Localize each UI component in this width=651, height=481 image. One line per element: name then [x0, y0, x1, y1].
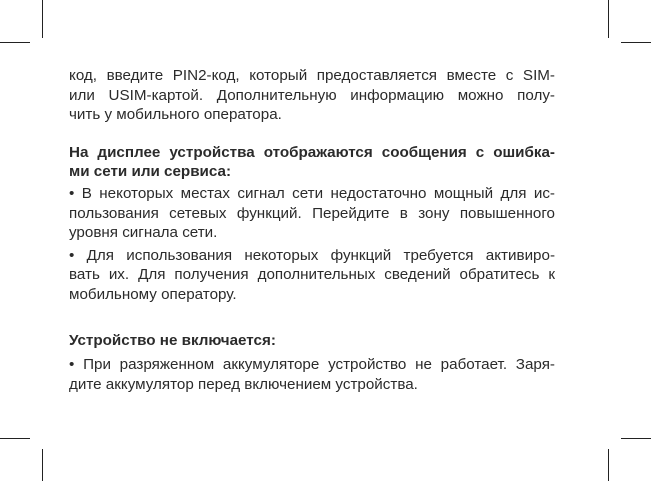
- crop-mark-bottom-right-horizontal: [621, 438, 651, 439]
- text-line: • Для использования некоторых функций требуется активиро-: [69, 246, 555, 264]
- text-line: вать их. Для получения дополнительных сведений обратитесь к: [69, 266, 555, 284]
- crop-mark-top-left-horizontal: [0, 42, 30, 43]
- crop-mark-bottom-right-vertical: [608, 449, 609, 481]
- text-line: уровня сигнала сети.: [69, 224, 218, 242]
- document-page: [69, 66, 555, 394]
- crop-mark-bottom-left-vertical: [42, 449, 43, 481]
- section-heading-network-errors: [69, 143, 555, 182]
- crop-mark-bottom-left-horizontal: [0, 438, 30, 439]
- intro-paragraph: [69, 66, 555, 125]
- text-line: дите аккумулятор перед включением устройства.: [69, 375, 418, 393]
- crop-mark-top-right-horizontal: [621, 42, 651, 43]
- text-line: код, введите PIN2-код, который предоставляется вместе с SIM-: [69, 67, 555, 84]
- text-line: чить у мобильного оператора.: [69, 106, 282, 124]
- crop-mark-top-right-vertical: [608, 0, 609, 38]
- heading-line: Устройство не включается:: [69, 331, 276, 349]
- heading-line: ми сети или сервиса:: [69, 163, 231, 181]
- text-line: мобильному оператору.: [69, 285, 237, 303]
- section-heading-device-not-on: [69, 331, 555, 351]
- crop-mark-top-left-vertical: [42, 0, 43, 38]
- bullet-paragraph-activate-functions: [69, 246, 555, 305]
- text-line: • При разряженном аккумуляторе устройство не работает. Заря-: [69, 356, 555, 374]
- bullet-paragraph-charge-battery: [69, 355, 555, 394]
- text-line: пользования сетевых функций. Перейдите в зону повышенного: [69, 204, 555, 222]
- text-line: или USIM-картой. Дополнительную информацию можно полу-: [69, 86, 555, 104]
- text-line: • В некоторых местах сигнал сети недостаточно мощный для ис-: [69, 184, 555, 202]
- heading-line: На дисплее устройства отображаются сообщения с ошибка-: [69, 143, 555, 161]
- bullet-paragraph-weak-signal: [69, 184, 555, 243]
